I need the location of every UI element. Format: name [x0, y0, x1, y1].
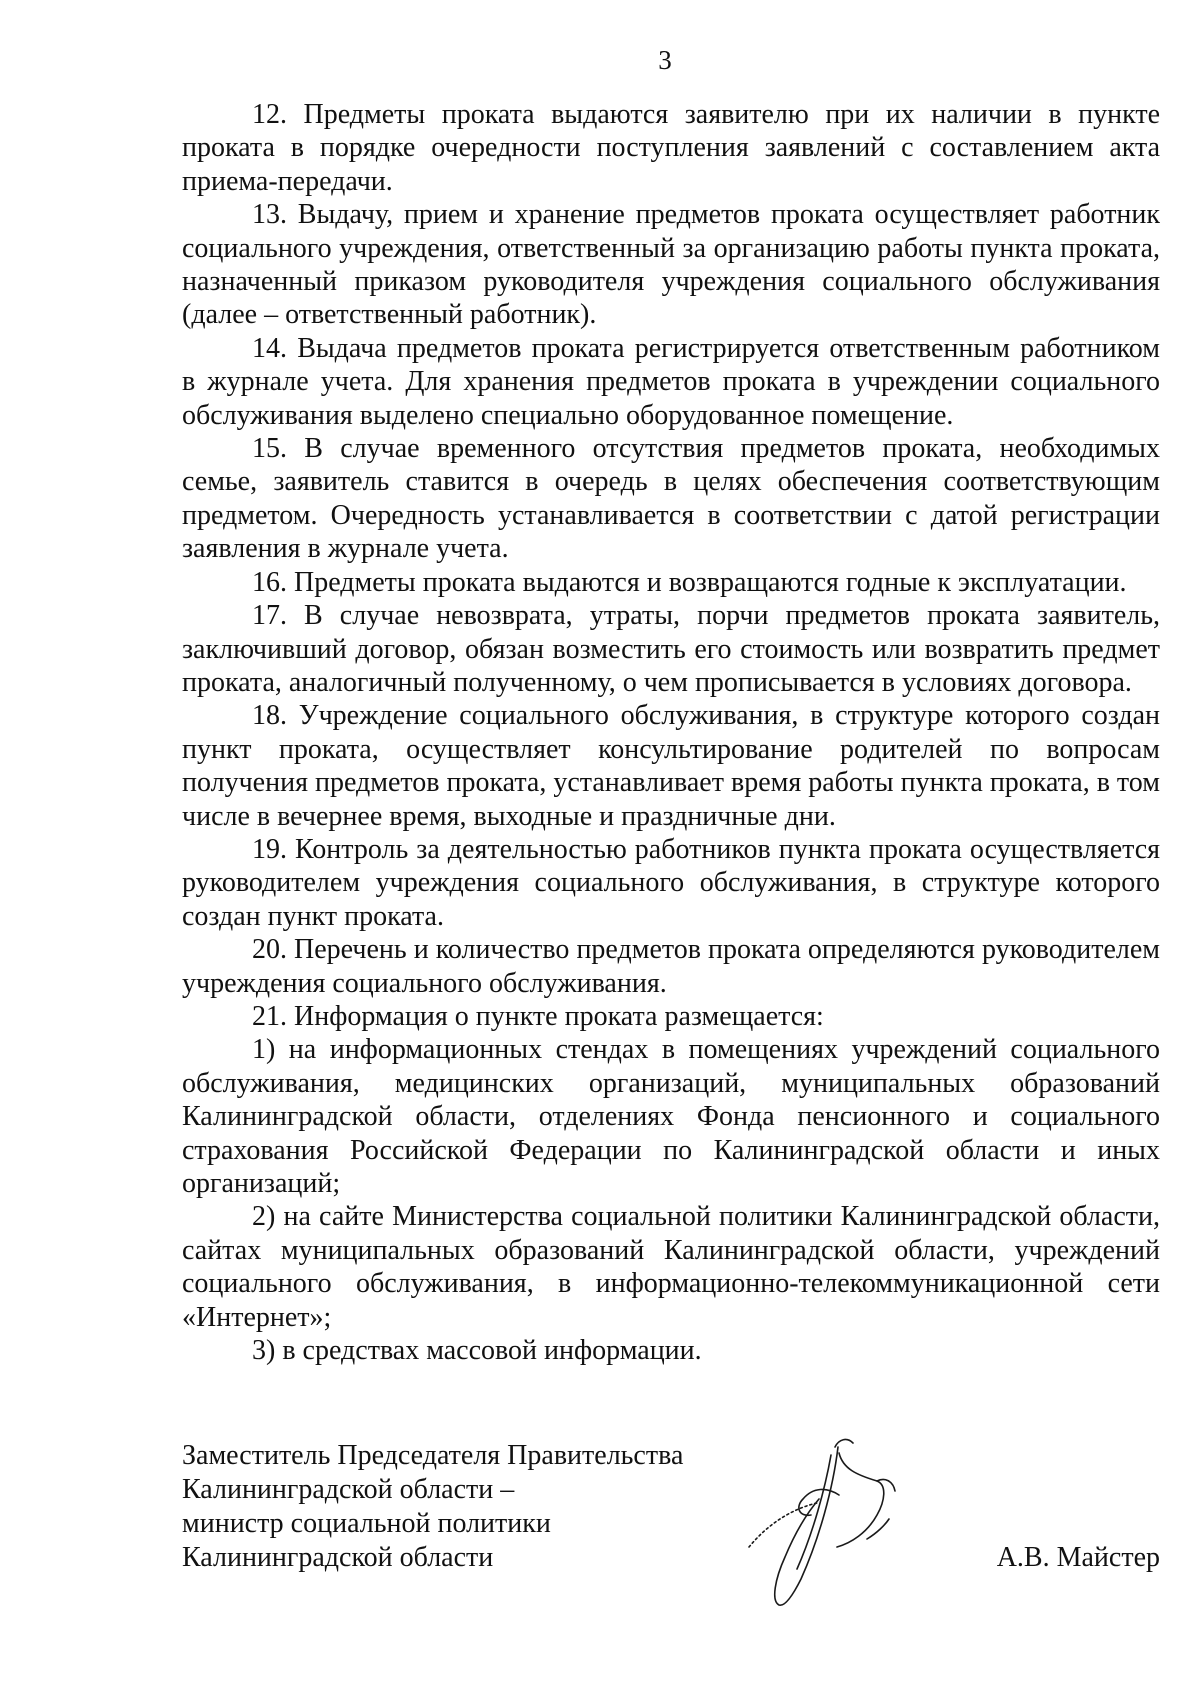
paragraph-21-item-1: 1) на информационных стендах в помещениях учреждений социального обслуживания, медицинских организаций, муниципальных образований Калининградской области, отделениях Фонда пенсионного и социального страхования Российской Федерации по Калининградской области и иных организаций;	[182, 1034, 1160, 1199]
document-body	[182, 98, 1160, 1367]
signatory-title	[182, 1439, 683, 1575]
paragraph-16: 16. Предметы проката выдаются и возвращаются годные к эксплуатации.	[252, 566, 1127, 598]
signatory-title-line: Заместитель Председателя Правительства	[182, 1440, 684, 1471]
signatory-name: А.В. Майстер	[996, 1542, 1160, 1573]
paragraph-18: 18. Учреждение социального обслуживания, в структуре которого создан пункт проката, осуществляет консультирование родителей по вопросам получения предметов проката, устанавливает время работы пункта проката, в том числе в вечернее время, выходные и праздничные дни.	[182, 700, 1160, 832]
paragraph-15: 15. В случае временного отсутствия предметов проката, необходимых семье, заявитель ставится в очередь в целях обеспечения соответствующим предметом. Очередность устанавливается в соответствии с датой регистрации заявления в журнале учета.	[182, 433, 1160, 565]
paragraph-21-item-2: 2) на сайте Министерства социальной политики Калининградской области, сайтах муниципальных образований Калининградской области, учреждений социального обслуживания, в информационно-телекоммуникационной сети «Интернет»;	[182, 1201, 1160, 1333]
paragraph-20: 20. Перечень и количество предметов проката определяются руководителем учреждения социального обслуживания.	[182, 934, 1160, 999]
handwritten-signature-icon	[727, 1429, 927, 1619]
signatory-title-line: Калининградской области	[182, 1542, 494, 1573]
paragraph-12: 12. Предметы проката выдаются заявителю при их наличии в пункте проката в порядке очередности поступления заявлений с составлением акта приема-передачи.	[182, 99, 1160, 197]
paragraph-13: 13. Выдачу, прием и хранение предметов проката осуществляет работник социального учреждения, ответственный за организацию работы пункта проката, назначенный приказом руководителя учреждения социального обслуживания (далее – ответственный работник).	[182, 199, 1160, 331]
page-number: 3	[658, 45, 672, 75]
signatory-title-line: министр социальной политики	[182, 1508, 551, 1539]
paragraph-21: 21. Информация о пункте проката размещается:	[252, 1000, 824, 1032]
paragraph-17: 17. В случае невозврата, утраты, порчи предметов проката заявитель, заключивший договор, обязан возместить его стоимость или возвратить предмет проката, аналогичный полученному, о чем прописывается в условиях договора.	[182, 600, 1160, 698]
signatory-title-line: Калининградской области –	[182, 1474, 515, 1505]
paragraph-14: 14. Выдача предметов проката регистрируется ответственным работником в журнале учета. Для хранения предметов проката в учреждении социального обслуживания выделено специально оборудованное помещение.	[182, 332, 1160, 431]
signature-block	[182, 1439, 1160, 1619]
paragraph-21-item-3: 3) в средствах массовой информации.	[252, 1335, 702, 1367]
paragraph-19: 19. Контроль за деятельностью работников пункта проката осуществляется руководителем учреждения социального обслуживания, в структуре которого создан пункт проката.	[182, 833, 1160, 932]
